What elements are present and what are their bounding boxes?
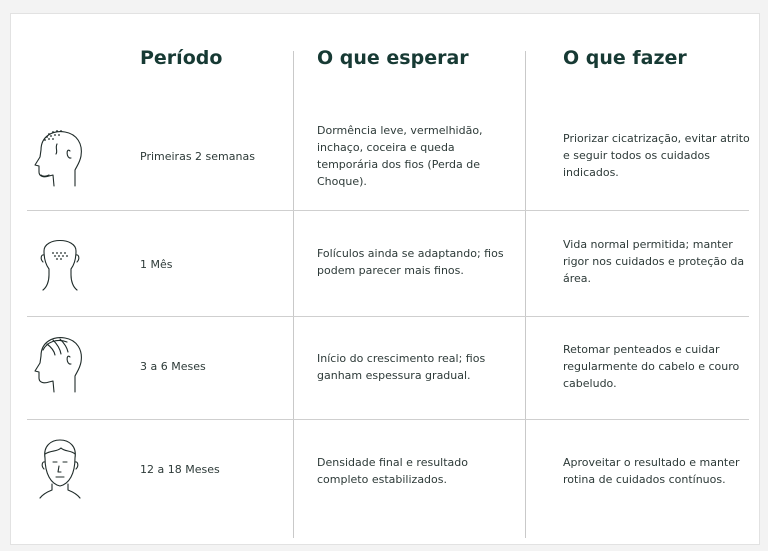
todo-text: Priorizar cicatrização, evitar atrito e seguir todos os cuidados indicados. [563, 132, 750, 179]
expect-text: Densidade final e resultado completo estabilizados. [317, 456, 468, 486]
head-side-hairline-icon [27, 124, 93, 194]
head-side-growing-hair-icon [27, 330, 93, 400]
row-divider [27, 419, 749, 420]
period-label: 12 a 18 Meses [140, 463, 220, 476]
row-divider [27, 210, 749, 211]
period-label: 1 Mês [140, 258, 173, 271]
header-period: Período [140, 47, 223, 69]
header-todo: O que fazer [563, 47, 687, 69]
expect-text: Dormência leve, vermelhidão, inchaço, coceira e queda temporária dos fios (Perda de Choque). [317, 124, 483, 188]
expect-text: Folículos ainda se adaptando; fios podem parecer mais finos. [317, 247, 504, 277]
head-front-full-hair-icon [27, 434, 93, 504]
period-label: 3 a 6 Meses [140, 360, 206, 373]
column-divider [293, 51, 294, 538]
timeline-table [10, 13, 760, 545]
todo-text: Aproveitar o resultado e manter rotina de cuidados contínuos. [563, 456, 740, 486]
period-label: Primeiras 2 semanas [140, 150, 255, 163]
column-divider [525, 51, 526, 538]
todo-text: Vida normal permitida; manter rigor nos cuidados e proteção da área. [563, 238, 745, 285]
head-back-crown-icon [27, 227, 93, 297]
header-expect: O que esperar [317, 47, 469, 69]
todo-text: Retomar penteados e cuidar regularmente do cabelo e couro cabeludo. [563, 343, 740, 390]
row-divider [27, 316, 749, 317]
expect-text: Início do crescimento real; fios ganham espessura gradual. [317, 352, 486, 382]
